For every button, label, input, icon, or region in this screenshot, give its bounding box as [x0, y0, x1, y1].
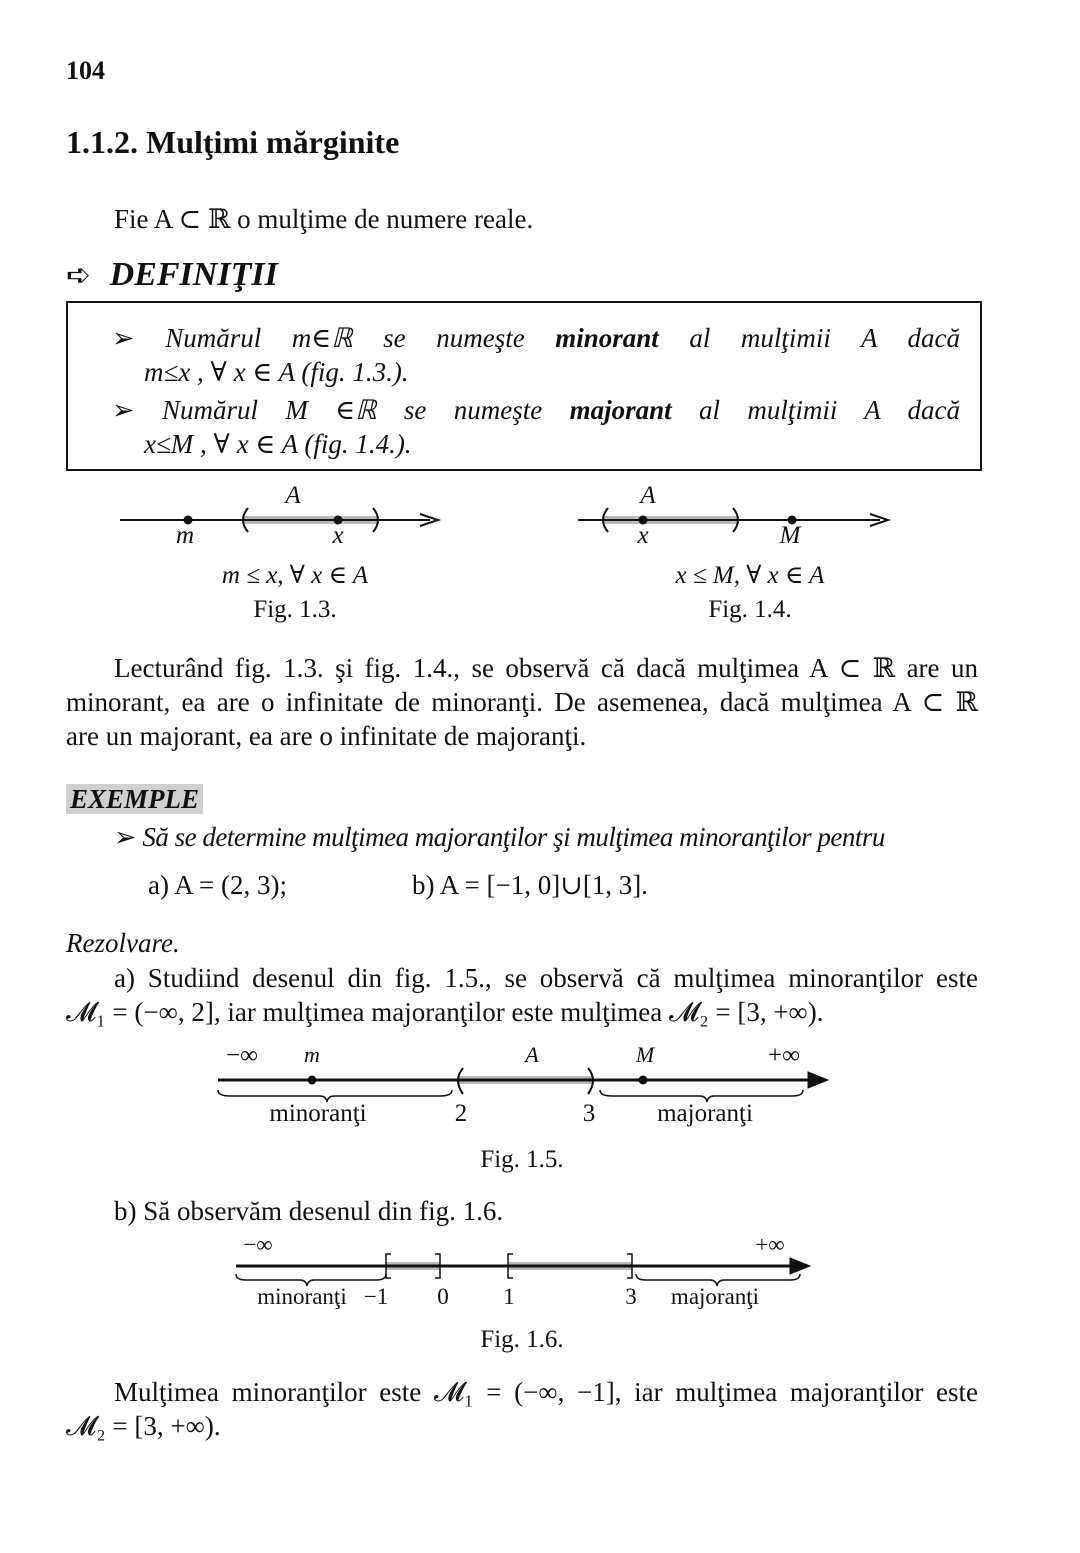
fig13-set-label: A — [285, 482, 301, 509]
fig15-neg-inf: −∞ — [226, 1042, 258, 1069]
solution-label: Rezolvare. — [66, 928, 180, 958]
fig14-caption: Fig. 1.4. — [708, 596, 792, 623]
fig15-number-line — [218, 1068, 828, 1102]
fig14-M-label: M — [779, 522, 801, 549]
pointing-hand-icon: ➪ — [66, 259, 92, 292]
fig15-majoranti: majoranţi — [657, 1100, 753, 1127]
solution-b: b) Să observăm desenul din fig. 1.6. — [114, 1196, 504, 1226]
fig14-x-label: x — [637, 522, 649, 549]
bullet-arrow-icon: ➢ — [114, 822, 143, 852]
fig16-tick-0: 0 — [437, 1284, 449, 1309]
fig14-condition: x ≤ M, ∀ x ∈ A — [675, 562, 825, 589]
fig14-set-label: A — [640, 482, 656, 509]
fig15-tick-2: 2 — [454, 1100, 468, 1127]
definitions-heading: ➪ DEFINIŢII — [66, 256, 278, 293]
intro-text: Fie A ⊂ ℝ o mulţime de numere reale. — [114, 204, 534, 234]
bullet-arrow-icon: ➢ — [112, 395, 162, 425]
part-b: b) A = [−1, 0]∪[1, 3]. — [412, 870, 649, 900]
exercise-text: ➢ Să se determine mulţimea majoranţilor şi mulţimea minoranţilor pentru — [114, 822, 885, 852]
bullet-arrow-icon: ➢ — [112, 323, 166, 353]
fig16-minoranti: minoranţi — [257, 1284, 347, 1309]
fig15-m-label: m — [304, 1042, 320, 1067]
conclusion: Mulţimea minoranţilor este 𝓜₁ = (−∞, −1], iar mulţimea majoranţilor este 𝓜₂ = [3, +∞). — [66, 1377, 978, 1441]
fig16-caption: Fig. 1.6. — [480, 1326, 564, 1353]
fig15-minoranti: minoranţi — [269, 1100, 367, 1127]
examples-heading: EXEMPLE — [66, 784, 203, 815]
fig16-neg-inf: −∞ — [243, 1232, 273, 1257]
fig16-tick-neg1: −1 — [363, 1284, 389, 1309]
fig16-number-line — [236, 1254, 810, 1286]
fig14-number-line — [578, 508, 888, 532]
definition-minorant: ➢ Numărul m∈ℝ se numeşte minorant al mulţimii A dacă m≤x , ∀ x ∈ A (fig. 1.3.). — [112, 323, 961, 387]
fig15-caption: Fig. 1.5. — [480, 1146, 564, 1173]
paragraph: Lecturând fig. 1.3. şi fig. 1.4., se observă că dacă mulţimea A ⊂ ℝ are un minorant, ea are o infinitate de minoranţi. De asemenea, dacă mulţimea A ⊂ ℝ are un majorant, ea are o infinitate de majoranţi. — [66, 653, 978, 751]
fig13-m-label: m — [175, 522, 195, 549]
fig16-majoranti: majoranţi — [670, 1284, 760, 1309]
page-number: 104 — [66, 56, 105, 85]
fig15-tick-3: 3 — [582, 1100, 596, 1127]
section-title: 1.1.2. Mulţimi mărginite — [66, 124, 400, 160]
fig13-condition: m ≤ x, ∀ x ∈ A — [221, 562, 369, 589]
fig15-set-label: A — [525, 1042, 539, 1067]
solution-a: a) Studiind desenul din fig. 1.5., se observă că mulţimea minoranţilor este 𝓜₁ = (−∞, 2], iar mulţimea majoranţilor este mulţimea 𝓜₂ = [3, +∞). — [66, 963, 978, 1027]
definition-majorant: ➢ Numărul M ∈ℝ se numeşte majorant al mulţimii A dacă x≤M , ∀ x ∈ A (fig. 1.4.). — [112, 395, 961, 459]
fig16-pos-inf: +∞ — [755, 1232, 785, 1257]
fig16-tick-1: 1 — [503, 1284, 515, 1309]
fig13-caption: Fig. 1.3. — [253, 596, 337, 623]
fig13-number-line — [120, 508, 438, 532]
fig15-pos-inf: +∞ — [768, 1042, 800, 1069]
fig15-M-label: M — [635, 1042, 655, 1067]
part-a: a) A = (2, 3); — [148, 870, 287, 900]
fig13-x-label: x — [332, 522, 344, 549]
fig16-tick-3: 3 — [625, 1284, 637, 1309]
